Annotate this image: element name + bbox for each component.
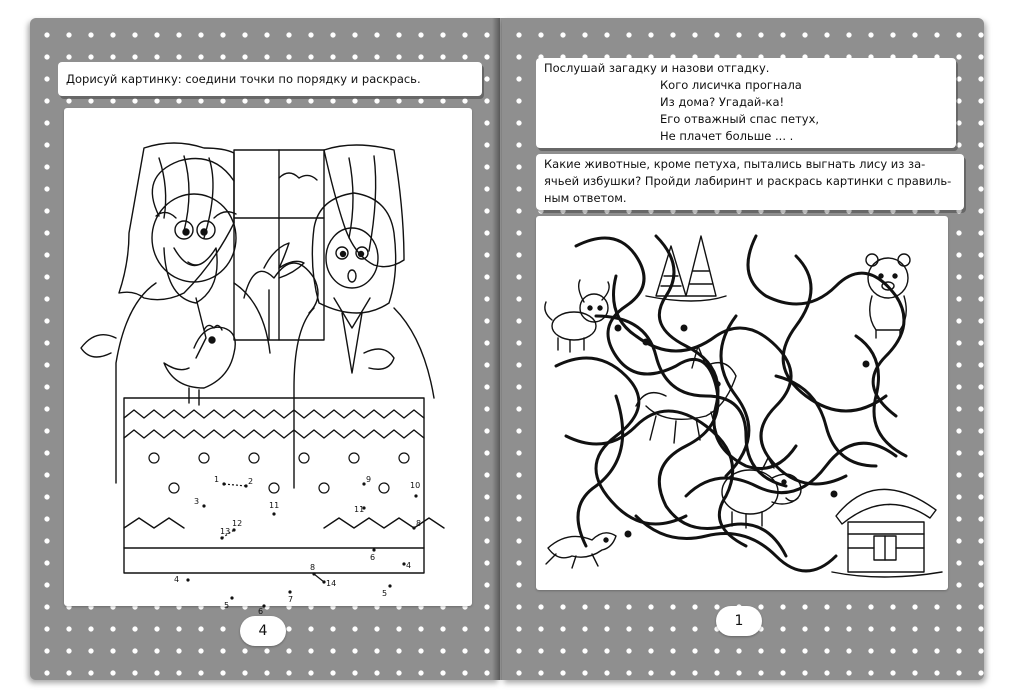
maze-task-banner bbox=[536, 154, 964, 210]
maze-illustration bbox=[536, 216, 948, 590]
riddle-banner bbox=[536, 58, 956, 148]
dot-number: 13 bbox=[220, 527, 231, 536]
riddle-line: Не плачет больше ... . bbox=[660, 129, 794, 143]
dot-number: 11 bbox=[354, 505, 365, 514]
dot-number: 10 bbox=[410, 481, 421, 490]
riddle-line: Из дома? Угадай-ка! bbox=[660, 95, 785, 109]
task-line: Какие животные, кроме петуха, пытались выгнать лису из за- bbox=[544, 157, 926, 171]
fir-trees-icon bbox=[646, 236, 726, 301]
left-instruction-banner bbox=[58, 62, 482, 96]
left-page bbox=[30, 18, 500, 680]
left-instruction-text: Дорисуй картинку: соедини точки по порядку и раскрась. bbox=[66, 72, 421, 86]
dot-number: 7 bbox=[288, 595, 294, 604]
dot-number: 6 bbox=[370, 553, 376, 562]
riddle-line: Его отважный спас петух, bbox=[660, 112, 820, 126]
dot-number: 4 bbox=[406, 561, 412, 570]
dot-number: 2 bbox=[248, 477, 254, 486]
left-page-number: 4 bbox=[240, 616, 286, 646]
dot-number: 14 bbox=[326, 579, 337, 588]
maze-panel bbox=[536, 216, 948, 590]
dot-number: 3 bbox=[194, 497, 200, 506]
dot-number: 5 bbox=[382, 589, 388, 598]
dot-number: 8 bbox=[310, 563, 316, 572]
dot-number: 11 bbox=[269, 501, 280, 510]
task-line: ным ответом. bbox=[544, 191, 627, 205]
dot-to-dot-numbers bbox=[174, 475, 421, 616]
dot-number: 1 bbox=[214, 475, 220, 484]
dot-number: 12 bbox=[232, 519, 243, 528]
dot-number: 8 bbox=[416, 519, 422, 528]
grandparents-coloring-illustration bbox=[64, 108, 472, 616]
coloring-picture-panel bbox=[64, 108, 472, 616]
dot-number: 6 bbox=[258, 607, 264, 616]
hut-icon bbox=[832, 489, 942, 577]
riddle-intro: Послушай загадку и назови отгадку. bbox=[544, 61, 770, 75]
right-page bbox=[502, 18, 984, 680]
dot-number: 9 bbox=[366, 475, 372, 484]
riddle-line: Кого лисичка прогнала bbox=[660, 78, 802, 92]
dot-number: 4 bbox=[174, 575, 180, 584]
bear-icon bbox=[866, 254, 910, 338]
dot-number: 5 bbox=[224, 601, 230, 610]
task-line: ячьей избушки? Пройди лабиринт и раскрась картинки с правиль- bbox=[544, 174, 952, 188]
right-page-number: 1 bbox=[716, 606, 762, 636]
